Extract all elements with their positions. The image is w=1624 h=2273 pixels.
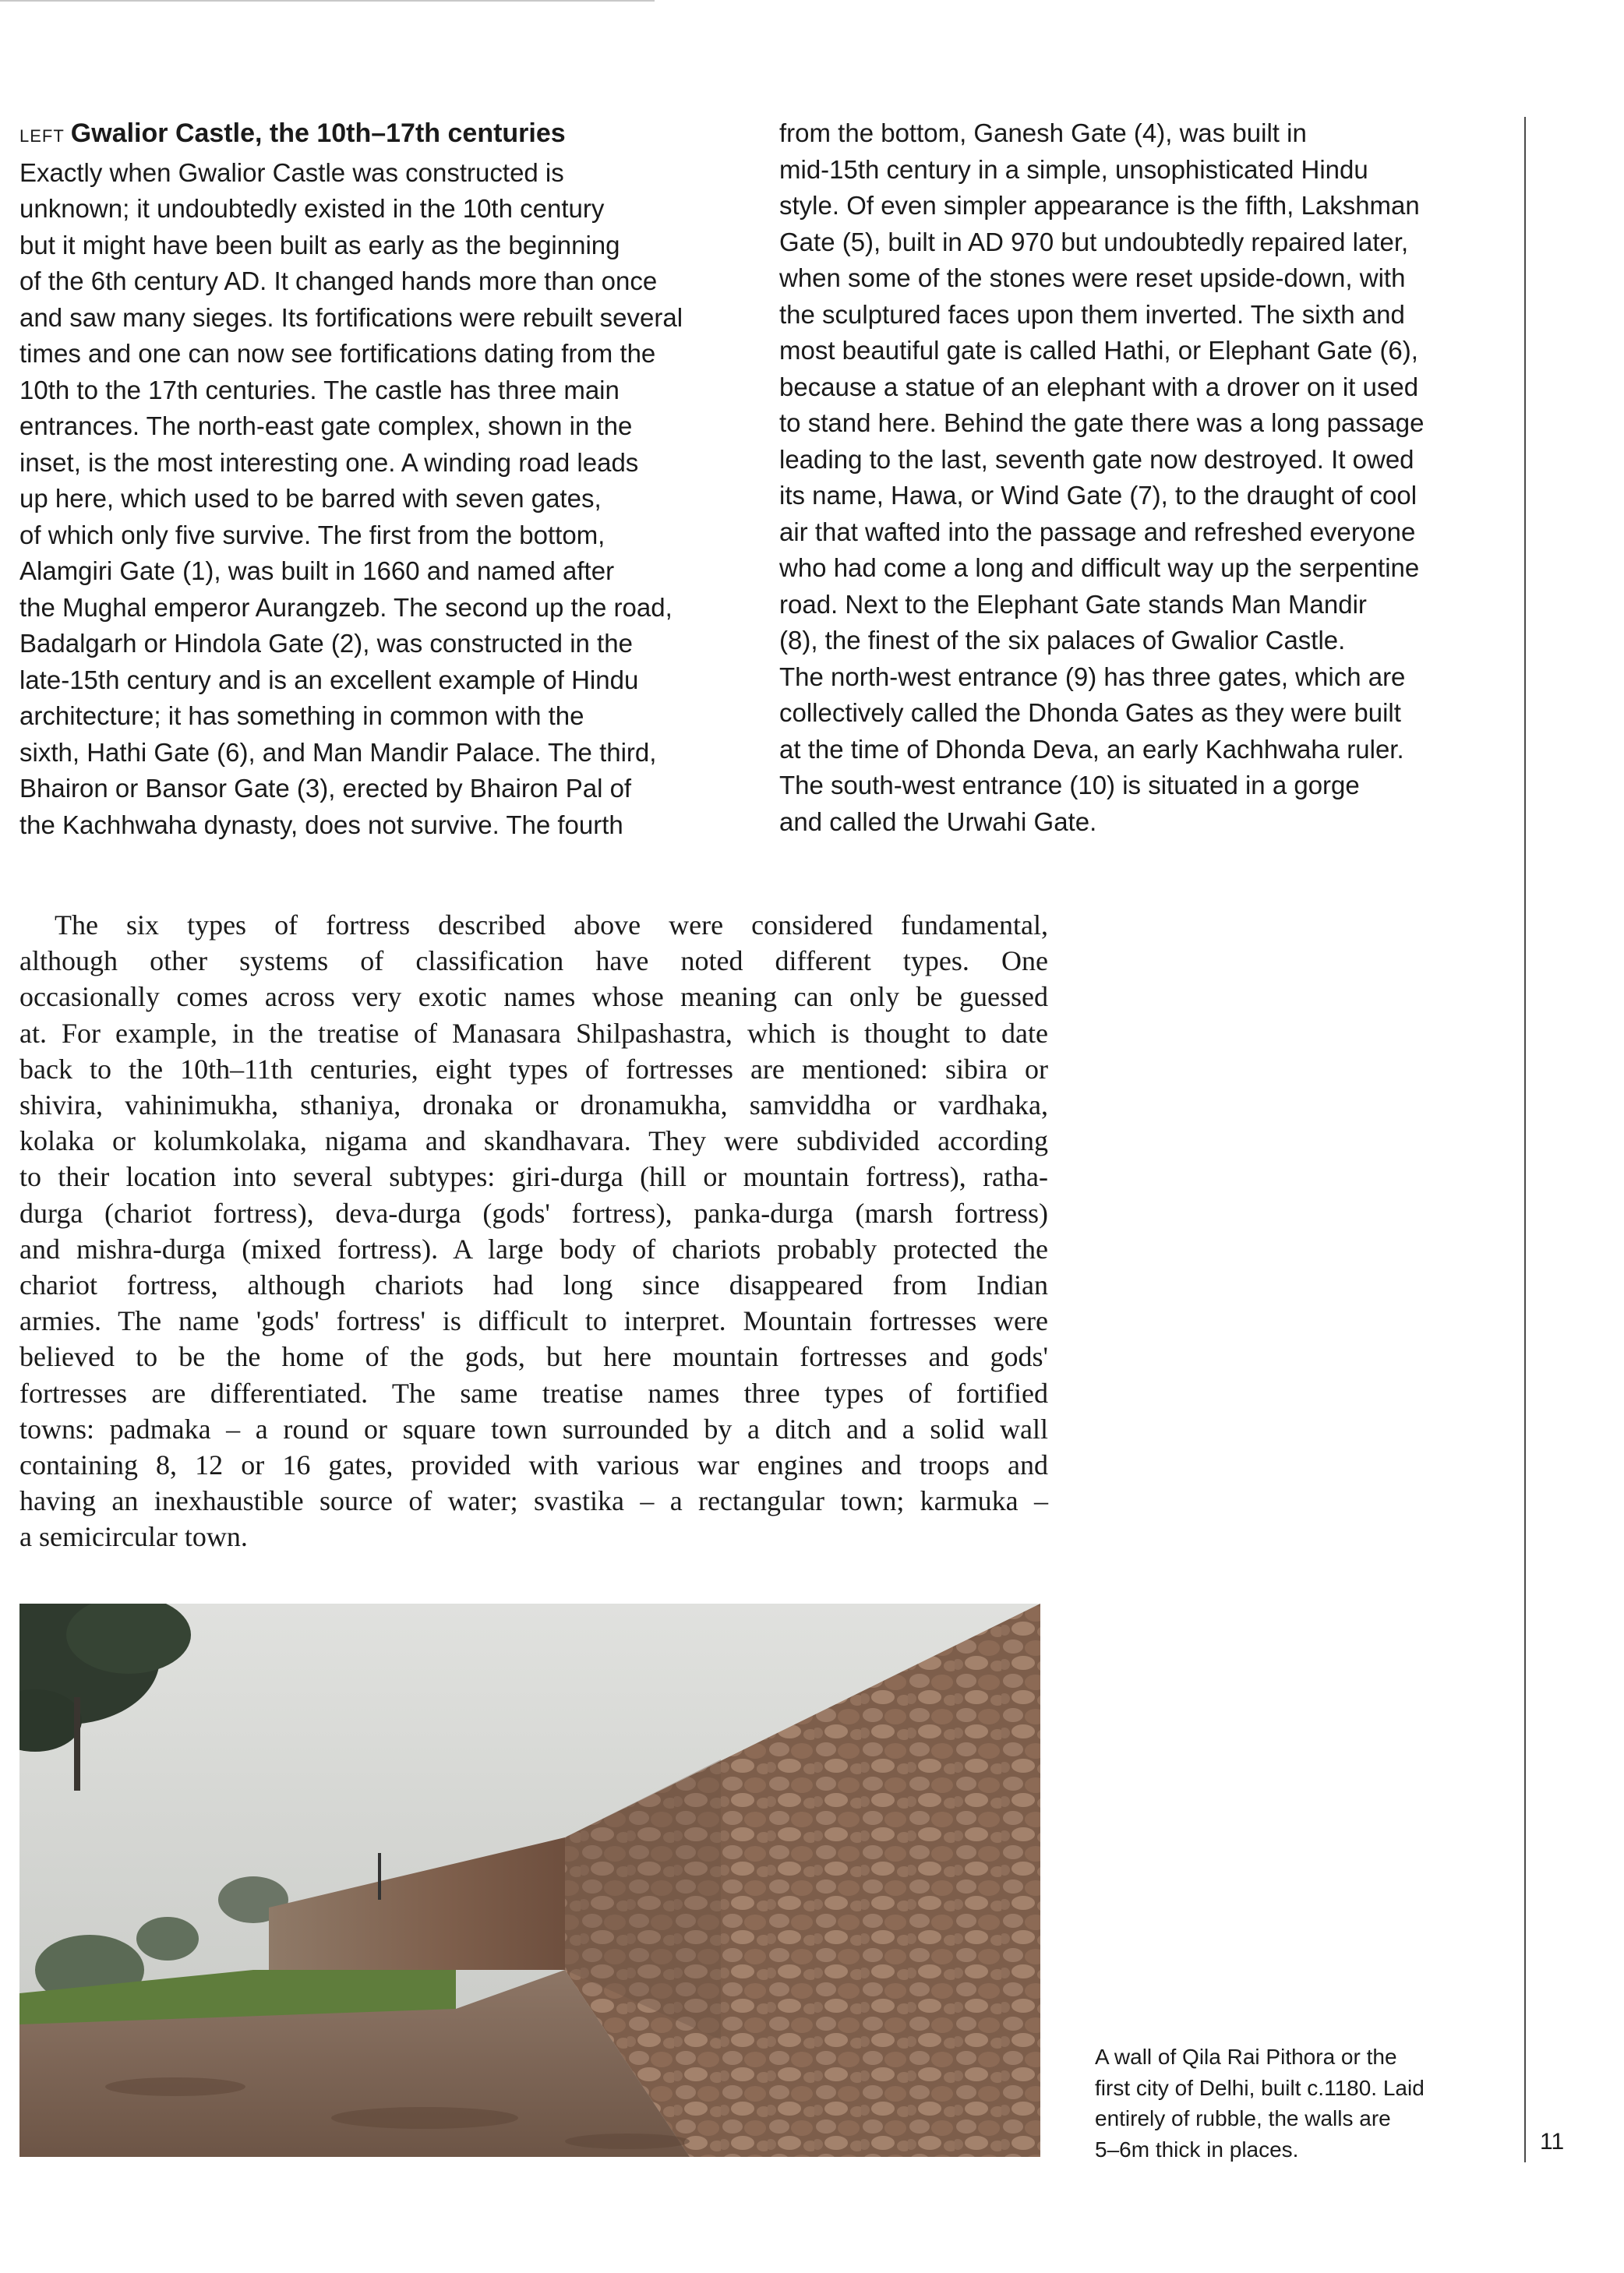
caption-line: 10th to the 17th centuries. The castle has three main xyxy=(19,375,620,404)
body-line: at. For example, in the treatise of Manasara Shilpashastra, which is thought to date xyxy=(19,1017,1048,1049)
body-line: kolaka or kolumkolaka, nigama and skandhavara. They were subdivided according xyxy=(19,1125,1048,1157)
caption-line: to stand here. Behind the gate there was a long passage xyxy=(779,408,1425,437)
body-line: believed to be the home of the gods, but here mountain fortresses and gods' xyxy=(19,1341,1048,1373)
caption-line: its name, Hawa, or Wind Gate (7), to the draught of cool xyxy=(779,481,1417,510)
caption-line: collectively called the Dhonda Gates as they were built xyxy=(779,698,1401,727)
caption-line: because a statue of an elephant with a drover on it used xyxy=(779,372,1419,401)
body-line: a semicircular town. xyxy=(19,1521,248,1553)
caption-line: but it might have been built as early as the beginning xyxy=(19,230,620,259)
caption-title: Gwalior Castle, the 10th–17th centuries xyxy=(70,118,566,148)
caption-line: up here, which used to be barred with seven gates, xyxy=(19,484,602,513)
caption-line: when some of the stones were reset upside-down, with xyxy=(779,263,1406,292)
qila-rai-pithora-wall-photo xyxy=(19,1604,1040,2157)
caption-line: entrances. The north-east gate complex, shown in the xyxy=(19,411,633,440)
caption-line: and saw many sieges. Its fortifications were rebuilt several xyxy=(19,302,683,332)
body-line: durga (chariot fortress), deva-durga (gods' fortress), panka-durga (marsh fortress) xyxy=(19,1197,1048,1229)
caption-line: of which only five survive. The first from the bottom, xyxy=(19,520,605,549)
body-line: towns: padmaka – a round or square town surrounded by a ditch and a solid wall xyxy=(19,1413,1048,1445)
caption-line: Bhairon or Bansor Gate (3), erected by Bhairon Pal of xyxy=(19,774,632,803)
photo-caption-line: 5–6m thick in places. xyxy=(1095,2137,1299,2162)
caption-label: LEFT xyxy=(19,126,65,146)
body-line: armies. The name 'gods' fortress' is difficult to interpret. Mountain fortresses were xyxy=(19,1305,1048,1337)
margin-rule xyxy=(1524,117,1526,2162)
caption-line: and called the Urwahi Gate. xyxy=(779,806,1097,836)
caption-line: the Mughal emperor Aurangzeb. The second up the road, xyxy=(19,592,673,622)
body-line: The six types of fortress described above were considered fundamental, xyxy=(55,909,1048,941)
caption-line: Alamgiri Gate (1), was built in 1660 and named after xyxy=(19,556,615,585)
caption-line: at the time of Dhonda Deva, an early Kachhwaha ruler. xyxy=(779,734,1404,764)
caption-line: Exactly when Gwalior Castle was constructed is xyxy=(19,157,564,187)
caption-line: unknown; it undoubtedly existed in the 10th century xyxy=(19,194,605,223)
caption-line: late-15th century and is an excellent example of Hindu xyxy=(19,665,639,694)
body-line: although other systems of classification have noted different types. One xyxy=(19,945,1048,977)
caption-line: from the bottom, Ganesh Gate (4), was built in xyxy=(779,118,1307,147)
body-paragraph xyxy=(19,907,1048,1555)
caption-line: Gate (5), built in AD 970 but undoubtedly repaired later, xyxy=(779,227,1409,256)
body-line: back to the 10th–11th centuries, eight types of fortresses are mentioned: sibira or xyxy=(19,1053,1048,1085)
body-line: containing 8, 12 or 16 gates, provided with various war engines and troops and xyxy=(19,1449,1048,1481)
caption-line: The south-west entrance (10) is situated in a gorge xyxy=(779,771,1360,799)
caption-line: of the 6th century AD. It changed hands more than once xyxy=(19,266,658,295)
caption-line: times and one can now see fortifications dating from the xyxy=(19,339,656,368)
body-line: fortresses are differentiated. The same treatise names three types of fortified xyxy=(19,1377,1048,1409)
body-line: to their location into several subtypes: giri-durga (hill or mountain fortress), ratha- xyxy=(19,1161,1048,1193)
body-line: occasionally comes across very exotic names whose meaning can only be guessed xyxy=(19,981,1048,1013)
illustration-caption-right-column xyxy=(779,115,1496,840)
caption-line: sixth, Hathi Gate (6), and Man Mandir Palace. The third, xyxy=(19,737,657,767)
photo-caption-line: entirely of rubble, the walls are xyxy=(1095,2106,1391,2130)
photo-caption-line: A wall of Qila Rai Pithora or the xyxy=(1095,2045,1397,2069)
caption-line: architecture; it has something in common with the xyxy=(19,701,584,730)
illustration-caption-left-column xyxy=(19,115,736,843)
caption-line: the Kachhwaha dynasty, does not survive. The fourth xyxy=(19,810,623,839)
photo-caption xyxy=(1095,2042,1500,2165)
caption-heading xyxy=(19,115,736,155)
caption-line: leading to the last, seventh gate now destroyed. It owed xyxy=(779,444,1414,474)
caption-line: air that wafted into the passage and refreshed everyone xyxy=(779,517,1416,546)
wall-illustration xyxy=(19,1604,1040,2157)
caption-line: (8), the finest of the six palaces of Gwalior Castle. xyxy=(779,626,1346,655)
body-line: and mishra-durga (mixed fortress). A large body of chariots probably protected the xyxy=(19,1233,1048,1265)
caption-line: Badalgarh or Hindola Gate (2), was constructed in the xyxy=(19,629,633,658)
body-line: shivira, vahinimukha, sthaniya, dronaka or dronamukha, samviddha or vardhaka, xyxy=(19,1089,1048,1121)
caption-line: The north-west entrance (9) has three gates, which are xyxy=(779,662,1406,691)
page-number: 11 xyxy=(1540,2129,1565,2155)
body-line: chariot fortress, although chariots had long since disappeared from Indian xyxy=(19,1269,1048,1301)
caption-line: the sculptured faces upon them inverted. The sixth and xyxy=(779,299,1405,329)
top-rule xyxy=(0,0,655,2)
caption-line: who had come a long and difficult way up the serpentine xyxy=(779,553,1420,582)
caption-line: style. Of even simpler appearance is the fifth, Lakshman xyxy=(779,191,1420,220)
caption-left-lines xyxy=(19,155,736,844)
photo-caption-line: first city of Delhi, built c.1180. Laid xyxy=(1095,2075,1425,2100)
caption-line: road. Next to the Elephant Gate stands Man Mandir xyxy=(779,589,1367,619)
caption-line: inset, is the most interesting one. A winding road leads xyxy=(19,447,639,477)
caption-line: mid-15th century in a simple, unsophisticated Hindu xyxy=(779,154,1368,184)
caption-line: most beautiful gate is called Hathi, or Elephant Gate (6), xyxy=(779,336,1418,365)
body-line: having an inexhaustible source of water; svastika – a rectangular town; karmuka – xyxy=(19,1485,1048,1517)
